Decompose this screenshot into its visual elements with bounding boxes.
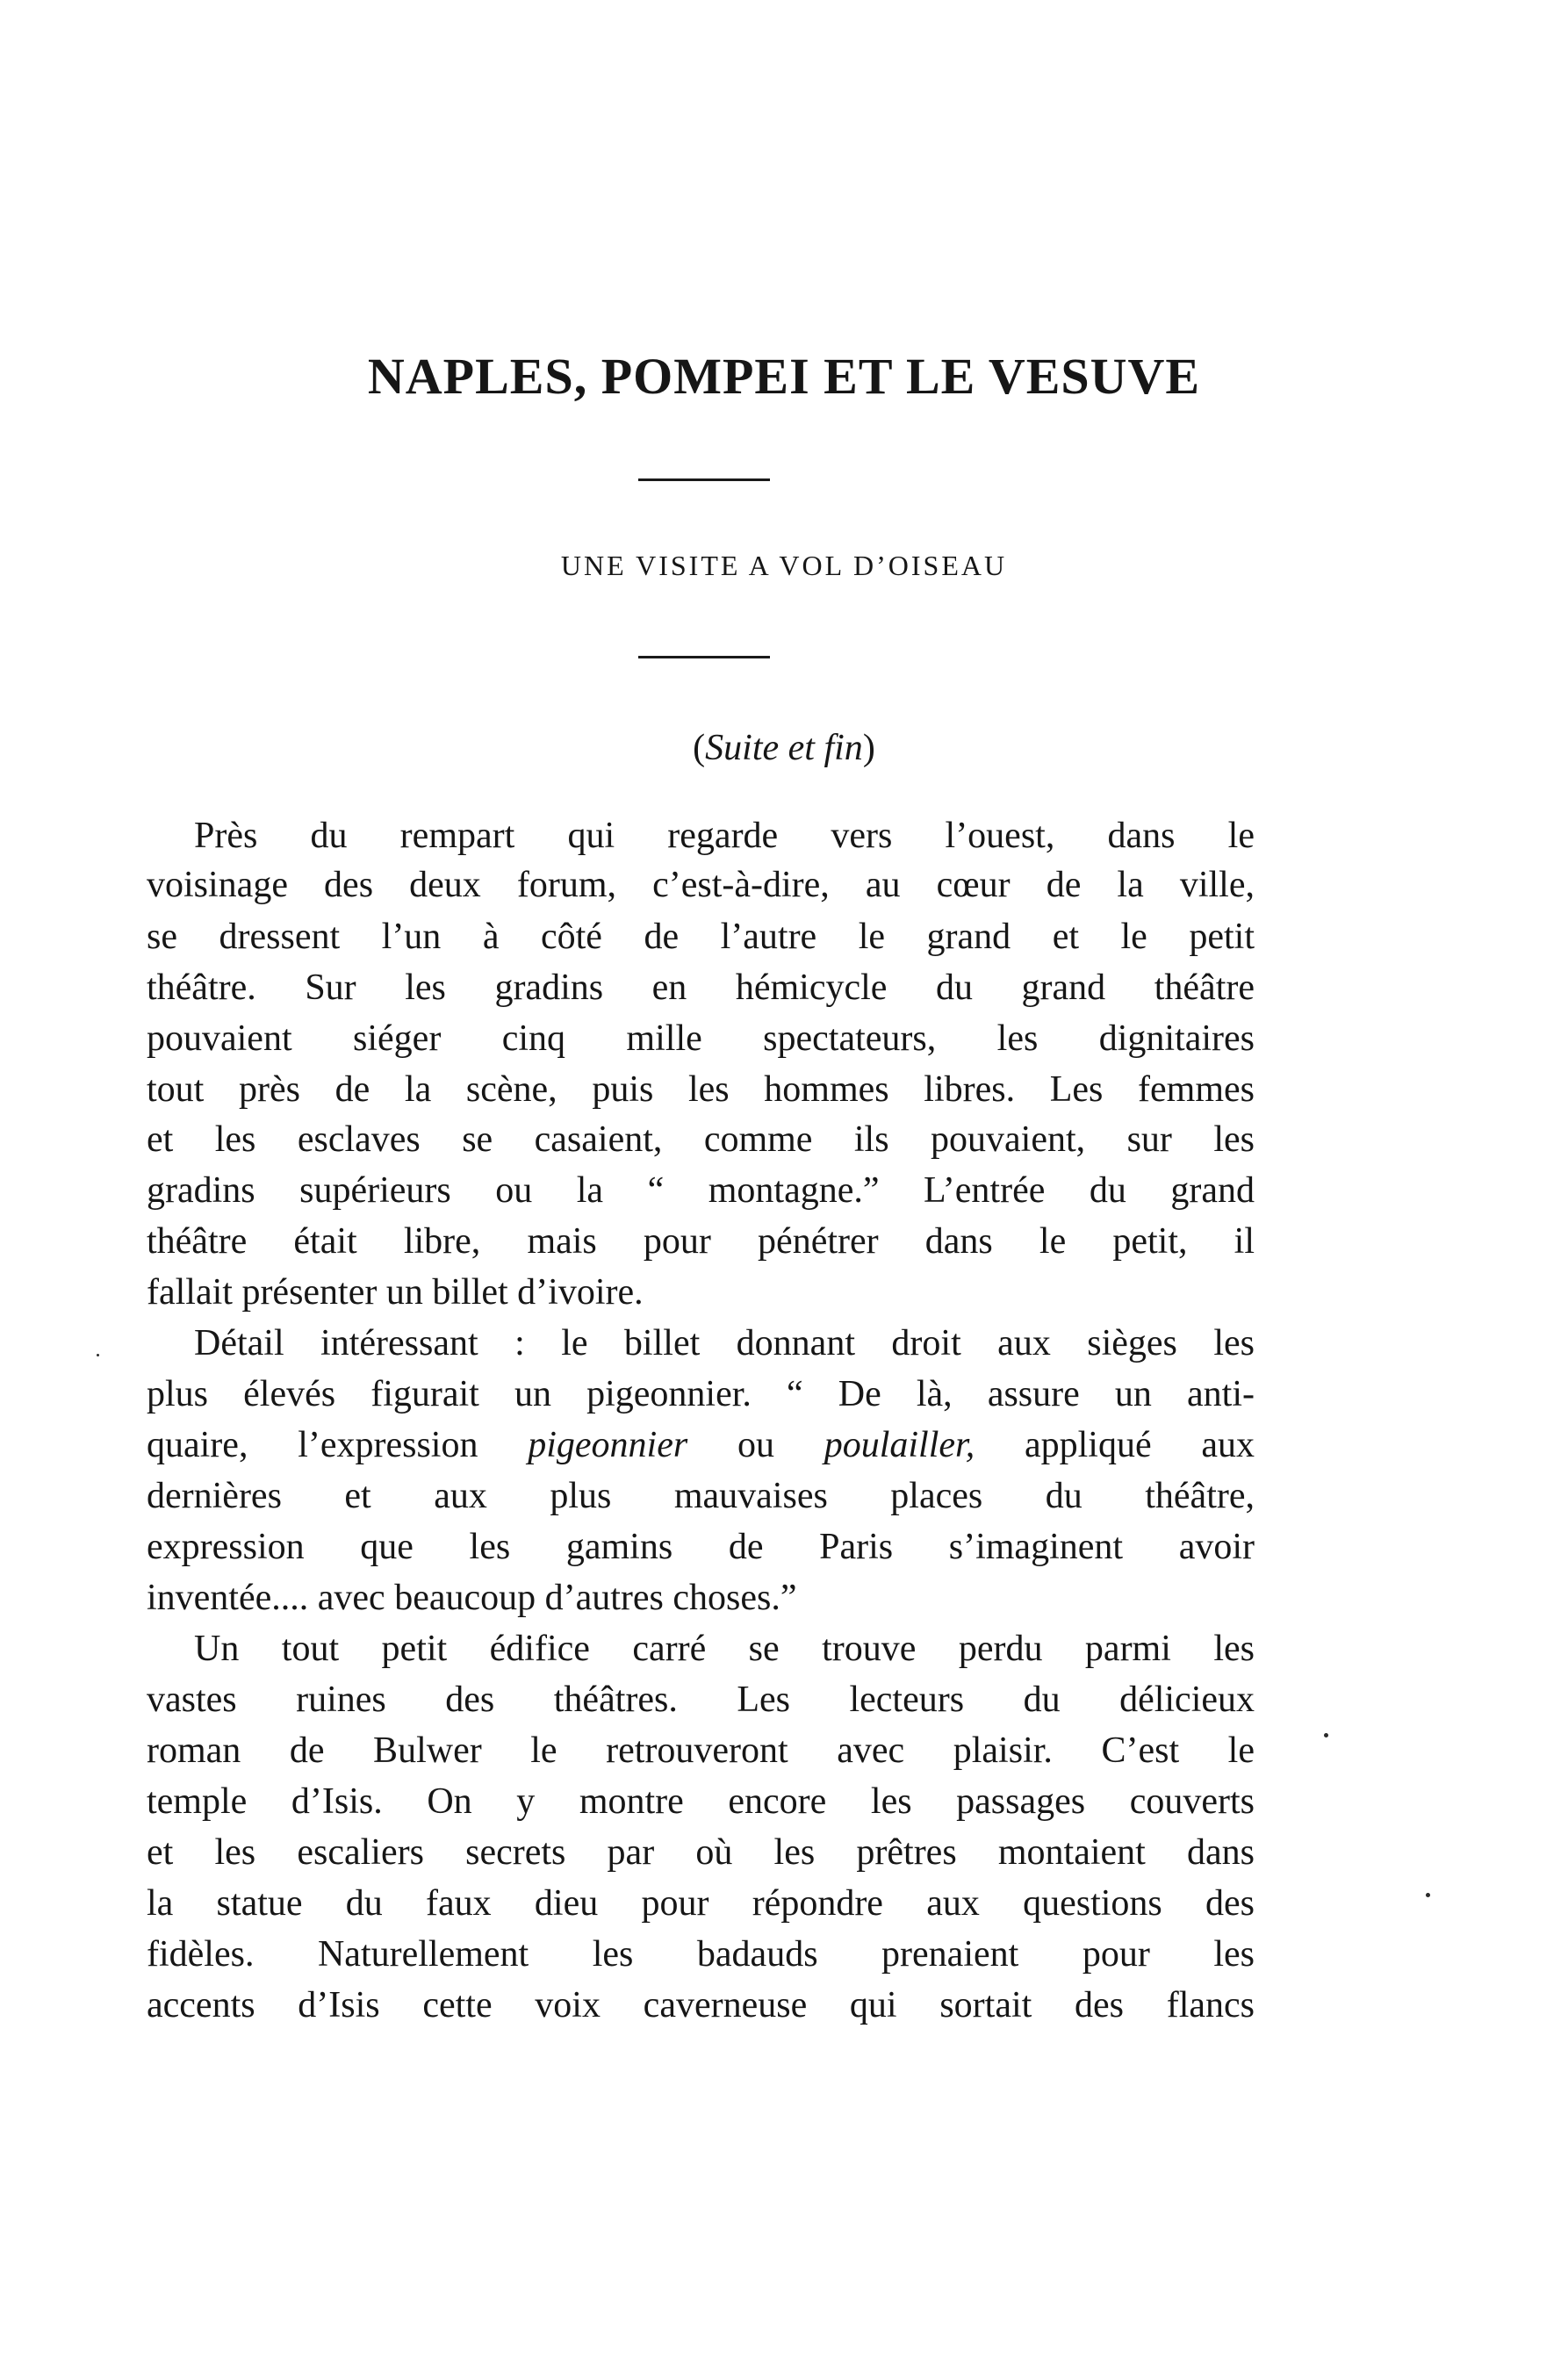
text-segment: ou	[687, 1425, 824, 1465]
text-line: théâtre. Sur les gradins en hémicycle du grand théâtre	[147, 968, 1255, 1008]
text-line: expression que les gamins de Paris s’imaginent avoir	[147, 1527, 1255, 1567]
text-line: et les escaliers secrets par où les prêtres montaient dans	[147, 1832, 1255, 1873]
ink-speck	[1426, 1893, 1430, 1897]
text-line: Détail intéressant : le billet donnant droit aux sièges les	[194, 1323, 1255, 1363]
continuation-text: Suite et fin	[705, 728, 863, 768]
subtitle-rule-divider	[638, 656, 770, 658]
text-line: et les esclaves se casaient, comme ils pouvaient, sur les	[147, 1119, 1255, 1160]
continuation-close-paren: )	[862, 728, 875, 768]
text-line: temple d’Isis. On y montre encore les passages couverts	[147, 1781, 1255, 1822]
text-line: Un tout petit édifice carré se trouve perdu parmi les	[194, 1629, 1255, 1669]
text-line: fidèles. Naturellement les badauds prenaient pour les	[147, 1934, 1255, 1975]
text-line: accents d’Isis cette voix caverneuse qui sortait des flancs	[147, 1985, 1255, 2025]
text-line: inventée.... avec beaucoup d’autres choses.”	[147, 1578, 797, 1618]
continuation-note	[0, 727, 1568, 769]
text-line: la statue du faux dieu pour répondre aux questions des	[147, 1883, 1255, 1924]
page-subtitle: UNE VISITE A VOL D’OISEAU	[560, 550, 1008, 581]
title-rule-divider	[638, 478, 770, 481]
ink-speck	[97, 1354, 99, 1356]
text-line: dernières et aux plus mauvaises places du théâtre,	[147, 1476, 1255, 1516]
text-segment: appliqué aux	[975, 1425, 1255, 1465]
italic-term-poulailler: poulailler,	[824, 1425, 975, 1465]
page-title: NAPLES, POMPEI ET LE VESUVE	[367, 348, 1201, 405]
text-line: tout près de la scène, puis les hommes libres. Les femmes	[147, 1069, 1255, 1110]
text-line: Près du rempart qui regarde vers l’ouest, dans le	[194, 816, 1255, 856]
text-segment: quaire, l’expression	[147, 1425, 529, 1465]
text-line: gradins supérieurs ou la “ montagne.” L’entrée du grand	[147, 1170, 1255, 1211]
text-line: se dressent l’un à côté de l’autre le grand et le petit	[147, 917, 1255, 957]
continuation-open-paren: (	[693, 728, 706, 768]
italic-term-pigeonnier: pigeonnier	[528, 1425, 688, 1465]
text-line: plus élevés figurait un pigeonnier. “ De là, assure un anti-	[147, 1374, 1255, 1414]
text-line	[147, 1419, 1255, 1471]
text-line: vastes ruines des théâtres. Les lecteurs du délicieux	[147, 1680, 1255, 1720]
text-line: pouvaient siéger cinq mille spectateurs, les dignitaires	[147, 1018, 1255, 1059]
text-line: roman de Bulwer le retrouveront avec plaisir. C’est le	[147, 1730, 1255, 1771]
ink-speck	[1324, 1733, 1328, 1737]
text-line: fallait présenter un billet d’ivoire.	[147, 1272, 644, 1313]
text-line: théâtre était libre, mais pour pénétrer dans le petit, il	[147, 1221, 1255, 1262]
text-line: voisinage des deux forum, c’est-à-dire, au cœur de la ville,	[147, 865, 1255, 905]
